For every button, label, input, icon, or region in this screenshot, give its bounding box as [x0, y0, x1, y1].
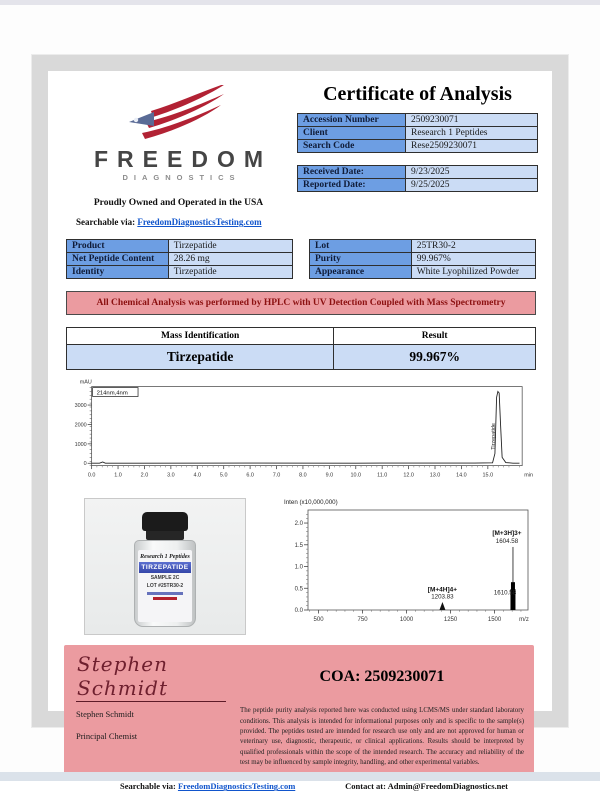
- vial-body: [134, 540, 196, 627]
- table-row: [298, 127, 538, 140]
- mass-spectrum-section: [280, 496, 542, 635]
- svg-text:3000: 3000: [74, 403, 87, 410]
- mass-identification-header: Mass Identification: [67, 328, 334, 345]
- table-row: [298, 114, 538, 127]
- product-value: Tirzepatide: [168, 240, 292, 253]
- purity-value: 99.967%: [411, 253, 535, 266]
- table-row: [67, 266, 293, 279]
- table-row: [310, 266, 536, 279]
- received-date-value: 9/23/2025: [406, 166, 538, 179]
- table-row: [298, 140, 538, 153]
- table-row: [310, 240, 536, 253]
- table-row: [67, 328, 536, 345]
- svg-text:0: 0: [83, 461, 87, 468]
- signer-identity: [76, 702, 226, 768]
- svg-text:1250: 1250: [443, 617, 458, 624]
- result-value: 99.967%: [334, 345, 536, 370]
- signer-name: Stephen Schmidt: [76, 709, 134, 720]
- svg-text:1.0: 1.0: [294, 564, 303, 571]
- client-value: Research 1 Peptides: [406, 127, 538, 140]
- product-lot-tables: [66, 239, 536, 279]
- svg-text:11.0: 11.0: [377, 472, 388, 479]
- vial-cap: [142, 512, 188, 531]
- lot-value: 25TR30-2: [411, 240, 535, 253]
- lot-table: [309, 239, 536, 279]
- svg-text:214nm,4nm: 214nm,4nm: [96, 390, 128, 397]
- svg-text:min: min: [524, 472, 534, 479]
- logo-name: FREEDOM: [94, 146, 272, 172]
- chromatogram-section: [62, 378, 542, 496]
- table-row: [67, 240, 293, 253]
- search-code-value: Rese2509230071: [406, 140, 538, 153]
- footer-contact: Contact at: Admin@FreedomDiagnostics.net: [345, 781, 508, 791]
- svg-text:12.0: 12.0: [403, 472, 414, 479]
- svg-text:5.0: 5.0: [219, 472, 228, 479]
- svg-text:1000: 1000: [74, 441, 87, 448]
- svg-text:0.5: 0.5: [294, 586, 303, 593]
- identity-value: Tirzepatide: [168, 266, 292, 279]
- logo-subtitle: DIAGNOSTICS: [122, 173, 241, 183]
- vial-product-band: TIRZEPATIDE: [139, 562, 191, 573]
- svg-text:9.0: 9.0: [325, 472, 334, 479]
- footer-searchable: [120, 781, 295, 791]
- vial-and-ms-section: [62, 498, 542, 635]
- searchable-label: Searchable via:: [76, 217, 136, 228]
- svg-text:1604.58: 1604.58: [495, 538, 519, 546]
- product-vial-photo: [84, 498, 246, 635]
- svg-text:Tirzepatide: Tirzepatide: [490, 423, 497, 450]
- received-date-label: Received Date:: [298, 166, 406, 179]
- page-top-edge: [0, 0, 600, 5]
- footer: [62, 781, 542, 791]
- product-label: Product: [67, 240, 169, 253]
- tagline: Proudly Owned and Operated in the USA: [93, 198, 264, 209]
- svg-text:1000: 1000: [399, 617, 414, 624]
- table-row: [67, 253, 293, 266]
- product-table: [66, 239, 293, 279]
- reported-date-label: Reported Date:: [298, 179, 406, 192]
- search-code-label: Search Code: [298, 140, 406, 153]
- vial-micro-text-blue: [147, 592, 183, 595]
- method-banner: All Chemical Analysis was performed by HPLC with UV Detection Coupled with Mass Spectrometry: [66, 291, 536, 315]
- svg-text:8.0: 8.0: [299, 472, 307, 479]
- document-title: Certificate of Analysis: [323, 83, 512, 105]
- accession-info-table: [297, 113, 538, 153]
- eagle-flag-logo-icon: [119, 85, 239, 147]
- signature-block: [64, 645, 534, 776]
- svg-text:m/z: m/z: [519, 617, 529, 624]
- vial-cap-skirt: [146, 531, 184, 540]
- searchable-link[interactable]: FreedomDiagnosticsTesting.com: [137, 217, 262, 228]
- hplc-chromatogram-chart: [62, 378, 536, 491]
- table-row: [67, 345, 536, 370]
- appearance-value: White Lyophilized Powder: [411, 266, 535, 279]
- svg-text:Inten (x10,000,000): Inten (x10,000,000): [284, 499, 338, 507]
- certificate-content: [48, 71, 552, 791]
- signer-role: Principal Chemist: [76, 731, 138, 742]
- footer-searchable-label: Searchable via:: [120, 781, 176, 791]
- vial-sample-line: SAMPLE 2C: [150, 575, 180, 582]
- dates-table: [297, 165, 538, 192]
- net-peptide-content-value: 28.26 mg: [168, 253, 292, 266]
- vial-lot-line: LOT #25TR30-2: [146, 582, 184, 589]
- mass-identification-table: [66, 327, 536, 370]
- svg-text:15.0: 15.0: [482, 472, 494, 479]
- accession-number-value: 2509230071: [406, 114, 538, 127]
- logo-block: [76, 83, 281, 227]
- appearance-label: Appearance: [310, 266, 412, 279]
- certificate-frame: [32, 55, 568, 791]
- svg-text:1.5: 1.5: [294, 542, 303, 549]
- svg-text:[M+3H]3+: [M+3H]3+: [492, 530, 522, 538]
- svg-text:1203.83: 1203.83: [431, 593, 454, 601]
- svg-text:2.0: 2.0: [140, 472, 149, 479]
- svg-text:1610.58: 1610.58: [493, 589, 517, 597]
- mass-identification-value: Tirzepatide: [67, 345, 334, 370]
- svg-text:0.0: 0.0: [87, 472, 96, 479]
- identity-label: Identity: [67, 266, 169, 279]
- signature-handwritten: Stephen Schmidt: [76, 652, 226, 702]
- title-and-info: [297, 83, 538, 227]
- svg-text:10.0: 10.0: [350, 472, 362, 479]
- svg-text:14.0: 14.0: [456, 472, 467, 479]
- table-row: [310, 253, 536, 266]
- svg-text:750: 750: [357, 617, 368, 624]
- footer-searchable-link[interactable]: FreedomDiagnosticsTesting.com: [177, 781, 296, 791]
- svg-text:2.0: 2.0: [294, 521, 303, 528]
- svg-text:3.0: 3.0: [167, 472, 175, 479]
- vial: [133, 512, 197, 627]
- svg-text:mAU: mAU: [79, 379, 92, 386]
- svg-text:[M+4H]4+: [M+4H]4+: [427, 586, 458, 594]
- svg-text:1500: 1500: [487, 617, 502, 624]
- lot-label: Lot: [310, 240, 412, 253]
- table-row: [298, 179, 538, 192]
- vial-micro-text-red: [153, 597, 177, 600]
- svg-text:7.0: 7.0: [272, 472, 281, 479]
- header: [62, 83, 542, 227]
- coa-number: COA: 2509230071: [319, 668, 445, 686]
- table-row: [298, 166, 538, 179]
- disclaimer-text: The peptide purity analysis reported here was conducted using LCMS/MS under standard laboratory conditions. This analysis is intended for informational purposes only and is specific to the sample(s) provided. The peptides tested are intended for research use only and are not approved for human or veterinary use, diagnostic, therapeutic, or clinical applications. Results should be interpreted by qualified professionals within the scope of the intended research. The accuracy and reliability of the test may be influenced by sample integrity, handling, and other experimental variables.: [240, 707, 524, 766]
- svg-text:1.0: 1.0: [114, 472, 122, 479]
- mass-spectrum-chart: [280, 496, 542, 630]
- svg-text:6.0: 6.0: [246, 472, 254, 479]
- reported-date-value: 9/25/2025: [406, 179, 538, 192]
- client-label: Client: [298, 127, 406, 140]
- svg-text:13.0: 13.0: [429, 472, 441, 479]
- net-peptide-content-label: Net Peptide Content: [67, 253, 169, 266]
- page-bottom-edge: [0, 772, 600, 781]
- vial-label: [138, 550, 192, 622]
- accession-number-label: Accession Number: [298, 114, 406, 127]
- svg-text:4.0: 4.0: [193, 472, 202, 479]
- vial-brand-text: Research 1 Peptides: [140, 554, 190, 561]
- searchable-line: [76, 217, 281, 227]
- svg-text:0.0: 0.0: [294, 608, 303, 615]
- result-header: Result: [334, 328, 536, 345]
- svg-text:2000: 2000: [74, 422, 87, 429]
- purity-label: Purity: [310, 253, 412, 266]
- svg-text:500: 500: [313, 617, 324, 624]
